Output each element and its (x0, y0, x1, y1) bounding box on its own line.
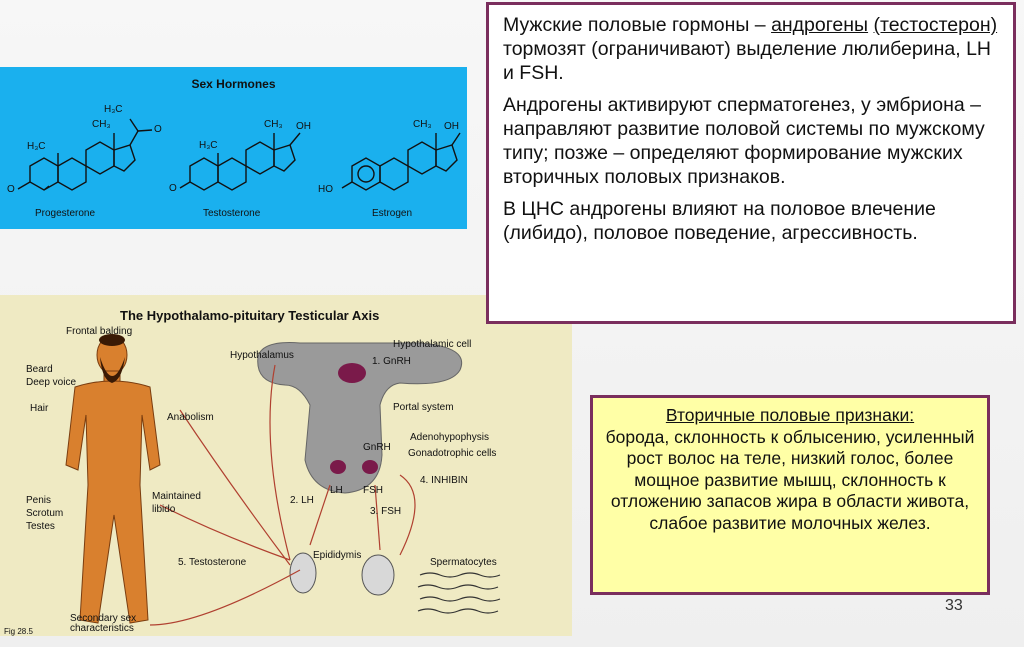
figure-label: Epididymis (313, 550, 362, 561)
figure-label: 3. FSH (370, 506, 402, 517)
group-label: CH₃ (413, 119, 432, 130)
group-label: O (7, 184, 15, 195)
figure-label: 2. LH (290, 495, 314, 506)
group-label: HO (318, 184, 333, 195)
group-label: CH₃ (92, 119, 111, 130)
figure-label: FSH (363, 485, 383, 496)
figure-label: 5. Testosterone (178, 557, 247, 568)
secondary-text: борода, склонность к облысению, усиленный рост волос на теле, низкий голос, более мощное развитие мышц, склонность к отложению запасов жира в области живота, слабое развитие молочных желез. (605, 426, 975, 533)
figure-label: Spermatocytes (430, 557, 497, 568)
paragraph-cns: В ЦНС андрогены влияют на половое влечение (либидо), половое поведение, агрессивность. (503, 198, 936, 244)
figure-label: Maintained (152, 491, 201, 502)
figure-label: Secondary sex (70, 613, 137, 624)
group-label: H₃C (27, 141, 46, 152)
group-label: OH (444, 121, 459, 132)
text-run: тормозят (ограничивают) выделение люлиберина, LH и FSH. (503, 38, 992, 84)
figure-label: Penis (26, 495, 52, 506)
group-label: H₃C (199, 140, 218, 151)
figure-number: Fig 28.5 (4, 627, 33, 636)
figure-label: characteristics (70, 623, 134, 634)
figure-label: Hypothalamic cell (393, 339, 472, 350)
page-number: 33 (945, 597, 963, 614)
molecule-label: Progesterone (35, 208, 96, 219)
group-label: CH₃ (264, 119, 283, 130)
figure-label: Hair (30, 403, 49, 414)
secondary-sex-characteristics-box (590, 395, 990, 595)
figure-label: Anabolism (167, 412, 214, 423)
figure-label: 1. GnRH (372, 356, 411, 367)
secondary-heading-colon: : (909, 405, 915, 425)
figure-label: GnRH (363, 442, 391, 453)
androgens-text-box (486, 2, 1016, 324)
hypothalamo-pituitary-testicular-axis-figure (0, 295, 572, 636)
text-run: Мужские половые гормоны – (503, 14, 772, 36)
figure-label: Beard (26, 364, 53, 375)
sex-hormones-figure (0, 67, 467, 229)
group-label: OH (296, 121, 311, 132)
group-label: O (154, 124, 162, 135)
hormones-title: Sex Hormones (191, 77, 276, 91)
figure-label: libido (152, 504, 176, 515)
figure-label: Scrotum (26, 508, 64, 519)
secondary-heading-text: Вторичные половые признаки (665, 405, 910, 425)
figure-label: Testes (26, 521, 55, 532)
androgens-link[interactable]: андрогены (771, 14, 869, 36)
figure-label: Gonadotrophic cells (408, 448, 497, 459)
group-label: O (169, 183, 177, 194)
figure-label: Hypothalamus (230, 350, 294, 361)
figure-label: Adenohypophysis (410, 432, 489, 443)
group-label: H₃C (104, 104, 123, 115)
axis-labels (0, 295, 572, 636)
molecule-label: Testosterone (203, 208, 261, 219)
figure-label: 4. INHIBIN (420, 475, 468, 486)
molecule-label: Estrogen (372, 208, 413, 219)
figure-label: Frontal balding (66, 326, 133, 337)
secondary-heading (601, 405, 979, 427)
figure-label: Portal system (393, 402, 454, 413)
axis-title: The Hypothalamo-pituitary Testicular Axis (120, 308, 380, 323)
paragraph-androgens-inhibit (503, 13, 1001, 85)
hormone-labels (0, 67, 467, 229)
paragraph-spermatogenesis: Андрогены активируют сперматогенез, у эмбриона – направляют развитие половой системы по мужскому типу; позже – определяют формирование мужских вторичных половых признаков. (503, 94, 985, 188)
figure-label: LH (330, 485, 343, 496)
testosterone-link[interactable]: (тестостерон) (873, 14, 998, 36)
figure-label: Deep voice (26, 377, 77, 388)
